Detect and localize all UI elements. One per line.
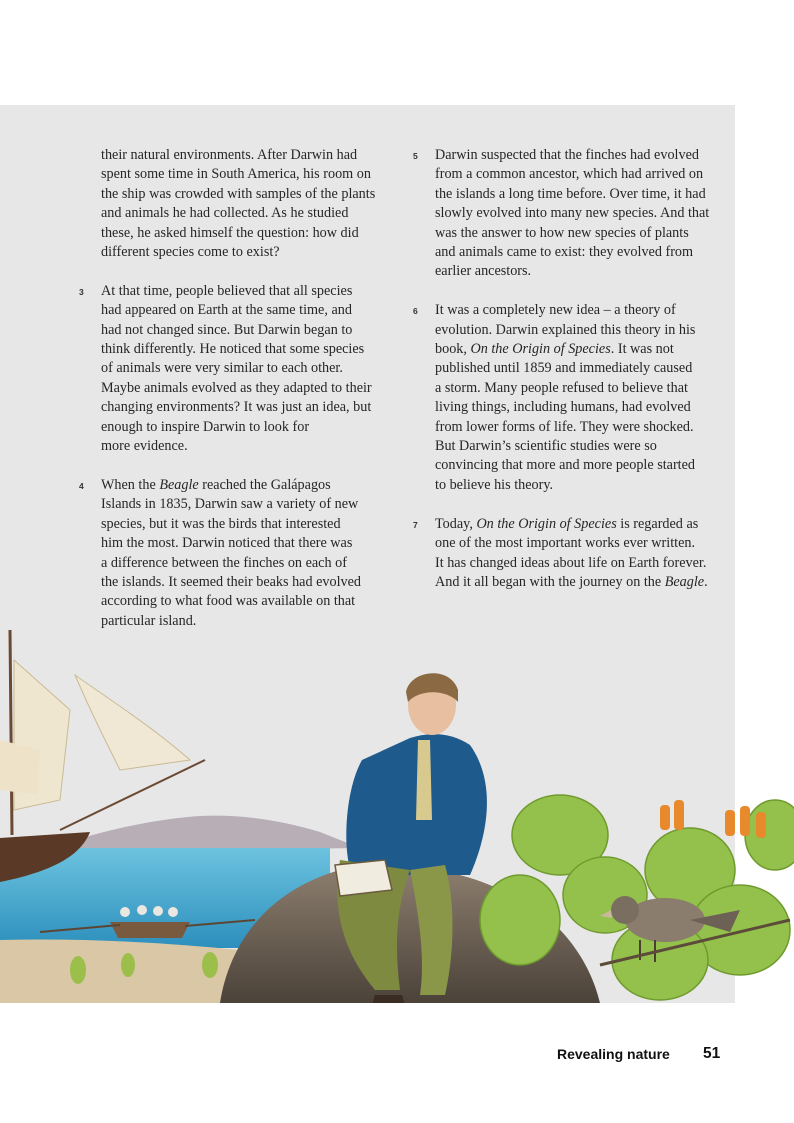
paragraph-line: It has changed ideas about life on Earth forever. bbox=[435, 554, 707, 571]
paragraph bbox=[413, 515, 735, 593]
paragraph bbox=[101, 146, 401, 262]
paragraph-number: 3 bbox=[79, 286, 84, 297]
page-number: 51 bbox=[703, 1045, 721, 1062]
paragraph-line: It was a completely new idea – a theory of bbox=[435, 302, 676, 319]
paragraph-line: And it all began with the journey on the Beagle. bbox=[435, 573, 708, 590]
section-title: Revealing nature bbox=[557, 1046, 670, 1062]
paragraph-line: had appeared on Earth at the same time, and bbox=[101, 302, 352, 319]
paragraph-line: earlier ancestors. bbox=[435, 263, 532, 280]
paragraph-line: was the answer to how new species of plants bbox=[435, 224, 689, 241]
paragraph-line: Darwin suspected that the finches had evolved bbox=[435, 147, 699, 163]
paragraph-number: 4 bbox=[79, 480, 84, 491]
ship-sail bbox=[75, 675, 190, 770]
paragraph-line: book, On the Origin of Species. It was not bbox=[435, 341, 674, 358]
paragraph-line: one of the most important works ever written. bbox=[435, 535, 696, 552]
right-text-column bbox=[413, 146, 735, 612]
paragraph-line: living things, including humans, had evolved bbox=[435, 399, 691, 416]
paragraph-line: their natural environments. After Darwin had bbox=[101, 147, 358, 163]
paragraph-line: think differently. He noticed that some species bbox=[101, 341, 365, 358]
paragraph bbox=[413, 301, 735, 495]
rowing-boat bbox=[110, 922, 190, 938]
paragraph-line: according to what food was available on that bbox=[101, 593, 356, 610]
paragraph-line: published until 1859 and immediately caused bbox=[435, 360, 693, 377]
paragraph-line: different species come to exist? bbox=[101, 244, 280, 261]
paragraph-line: and animals came to exist: they evolved from bbox=[435, 244, 694, 261]
paragraph-line: of animals were very similar to each other. bbox=[101, 360, 343, 377]
darwin-galapagos-illustration bbox=[0, 620, 794, 1003]
paragraph-line: a storm. Many people refused to believe that bbox=[435, 379, 688, 396]
paragraph bbox=[79, 282, 401, 457]
paragraph-line: a difference between the finches on each of bbox=[101, 554, 347, 571]
paragraph-line: Today, On the Origin of Species is regarded as bbox=[435, 515, 699, 532]
paragraph-line: from a common ancestor, which had arrived on bbox=[435, 166, 704, 183]
paragraph-line: species, but it was the birds that interested bbox=[101, 515, 341, 532]
paragraph-line: particular island. bbox=[101, 612, 197, 629]
left-text-column bbox=[79, 146, 401, 651]
paragraph-line: these, he asked himself the question: how did bbox=[101, 224, 359, 241]
paragraph-number: 7 bbox=[413, 519, 418, 530]
paragraph-line: and animals he had collected. As he studied bbox=[101, 205, 349, 222]
paragraph-line: At that time, people believed that all species bbox=[101, 282, 353, 299]
paragraph bbox=[79, 476, 401, 631]
paragraph-line: enough to inspire Darwin to look for bbox=[101, 418, 310, 435]
paragraph-line: slowly evolved into many new species. And that bbox=[435, 205, 710, 222]
paragraph bbox=[413, 146, 735, 282]
paragraph-line: When the Beagle reached the Galápagos bbox=[101, 476, 331, 493]
paragraph-line: convincing that more and more people started bbox=[435, 457, 696, 474]
paragraph-line: had not changed since. But Darwin began to bbox=[101, 321, 353, 338]
paragraph-number: 6 bbox=[413, 306, 418, 317]
paragraph-line: changing environments? It was just an idea, but bbox=[101, 399, 372, 416]
paragraph-line: Maybe animals evolved as they adapted to their bbox=[101, 379, 372, 396]
paragraph-line: more evidence. bbox=[101, 438, 188, 455]
paragraph-line: the ship was crowded with samples of the plants bbox=[101, 185, 376, 202]
paragraph-line: him the most. Darwin noticed that there was bbox=[101, 535, 353, 552]
paragraph-line: spent some time in South America, his room on bbox=[101, 166, 371, 183]
paragraph-number: 5 bbox=[413, 151, 418, 161]
paragraph-line: to believe his theory. bbox=[435, 476, 554, 493]
paragraph-line: evolution. Darwin explained this theory in his bbox=[435, 321, 696, 338]
paragraph-line: Islands in 1835, Darwin saw a variety of new bbox=[101, 496, 359, 513]
distant-island bbox=[60, 816, 360, 852]
paragraph-line: the islands. It seemed their beaks had evolved bbox=[101, 573, 362, 590]
paragraph-line: But Darwin’s scientific studies were so bbox=[435, 438, 657, 455]
paragraph-line: from lower forms of life. They were shocked. bbox=[435, 418, 694, 435]
ship-mast bbox=[10, 630, 12, 835]
paragraph-line: the islands a long time before. Over time, it had bbox=[435, 185, 706, 202]
